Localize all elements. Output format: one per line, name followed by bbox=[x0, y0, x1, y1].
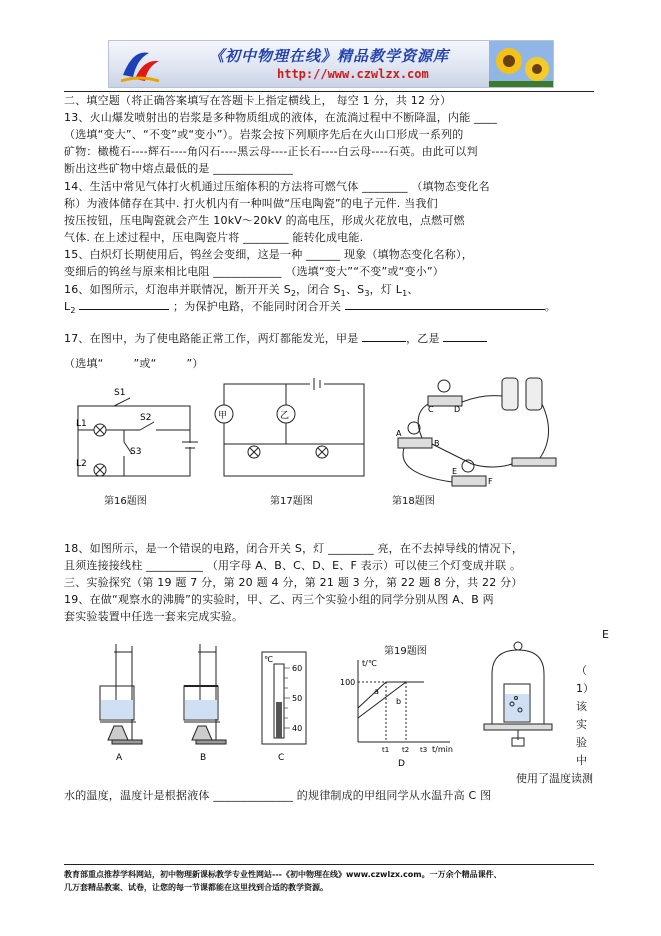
q13-line-3: 矿物：橄榄石----辉石----角闪石----黑云母----正长石----白云母----石英。由此可以判 bbox=[64, 145, 478, 158]
graph-t3-label: t3 bbox=[420, 746, 428, 754]
fig16-caption: 第16题图 bbox=[104, 496, 147, 507]
q16-text-c: 、S bbox=[345, 283, 365, 296]
fig16-l1-label: L1 bbox=[76, 419, 87, 429]
banner-url[interactable]: http://www.czwlzx.com bbox=[277, 67, 429, 81]
side-char-4: 验 bbox=[576, 736, 587, 749]
section-3-heading: 三、实验探究（第 19 题 7 分，第 20 题 4 分，第 21 题 3 分，第 22 题 8 分，共 22 分） bbox=[64, 576, 523, 589]
figure-19-graph bbox=[334, 654, 468, 770]
fig19-caption: 第19题图 bbox=[384, 646, 427, 657]
q16-text-d: ，灯 L bbox=[369, 283, 403, 296]
thermometer-50: 50 bbox=[292, 694, 303, 703]
q16-text-a: 16、如图所示，灯泡串并联情况，断开开关 S bbox=[64, 283, 291, 296]
fig19-c-caption: C bbox=[278, 753, 285, 763]
graph-b-label: b bbox=[396, 697, 402, 706]
footer-line-1: 教育部重点推荐学科网站，初中物理新课标教学专业性网站---《初中物理在线》www.czwlzx.com。一万余个精品课件、 bbox=[64, 870, 502, 879]
graph-y-label: t/℃ bbox=[362, 659, 377, 668]
q13-line-4: 断出这些矿物中熔点最低的是 ______________ bbox=[64, 162, 294, 175]
footer-line-2: 几万套精品教案、试卷，让您的每一节课都能在这里找到合适的教学资源。 bbox=[64, 883, 328, 892]
graph-a-label: a bbox=[374, 687, 379, 696]
q16-text-b: ，闭合 S bbox=[296, 283, 341, 296]
q16-blank-1[interactable] bbox=[79, 298, 169, 310]
figure-18-circuit bbox=[392, 374, 562, 490]
figure-16-circuit bbox=[70, 384, 200, 484]
fig16-s3-label: S3 bbox=[130, 447, 142, 457]
q17-text-e: ”） bbox=[186, 357, 204, 370]
graph-100-label: 100 bbox=[340, 678, 356, 687]
q13-line-2: （选填“变大”、“不变”或“变小”）。岩浆会按下列顺序先后在火山口形成一系列的 bbox=[64, 128, 464, 141]
side-char-5: 中 bbox=[576, 754, 587, 767]
fig17-caption: 第17题图 bbox=[270, 496, 313, 507]
fig17-yi-label: 乙 bbox=[280, 411, 290, 421]
footer-rule bbox=[64, 864, 594, 865]
q17-text-a: 17、在图中，为了使电路能正常工作，两灯都能发光，甲是 bbox=[64, 332, 359, 345]
q16-text-e: 、 bbox=[407, 283, 419, 296]
q17-blank-yi[interactable] bbox=[443, 330, 487, 342]
thermometer-unit: ℃ bbox=[264, 655, 273, 664]
fig18-caption: 第18题图 bbox=[392, 496, 435, 507]
figure-19-apparatus bbox=[92, 640, 242, 764]
side-char-0: （ bbox=[576, 664, 587, 677]
fig18-e-label: E bbox=[452, 467, 458, 476]
footer bbox=[64, 868, 604, 894]
fig19-b-caption: B bbox=[200, 753, 207, 763]
fig19-d-caption: D bbox=[398, 759, 405, 769]
graph-t2-label: t2 bbox=[402, 746, 410, 754]
fig16-l2-label: L2 bbox=[76, 459, 87, 469]
q16-blank-2[interactable] bbox=[345, 298, 545, 310]
q14-line-3: 按压按钮，压电陶瓷就会产生 10kV～20kV 的高电压，形成火花放电，点燃可燃 bbox=[64, 214, 465, 227]
fig18-b-label: B bbox=[434, 439, 440, 448]
q16-text-g: ；为保护电路，不能同时闭合开关 bbox=[173, 300, 342, 313]
thermometer-40: 40 bbox=[292, 724, 303, 733]
sunflower-image bbox=[489, 41, 553, 88]
q16-text-f: L bbox=[64, 300, 71, 313]
side-letter-e: E bbox=[602, 628, 609, 641]
q15-line-1: 15、白炽灯长期使用后，钨丝会变细，这是一种 ______ 现象（填物态变化名称）， bbox=[64, 248, 473, 261]
q17-line-1 bbox=[64, 330, 604, 347]
q16-line-1: 16、如图所示，灯泡串并联情况，断开开关 $S_2$，闭合 $S_1$、$S_3$，灯 $L_1$、 bbox=[64, 283, 419, 299]
q14-line-1: 14、生活中常见气体打火机通过压缩体积的方法将可燃气体 ________ （填物态变化名 bbox=[64, 180, 490, 193]
q15-line-2: 变细后的钨丝与原来相比电阻 ____________ （选填“变大”“不变”或“变小”） bbox=[64, 265, 444, 278]
thermometer-60: 60 bbox=[292, 664, 303, 673]
q17-text-d: ”或“ bbox=[133, 357, 157, 370]
q14-line-2: 称）为液体储存在其中. 打火机内有一种叫做“压电陶瓷”的电子元件. 当我们 bbox=[64, 197, 438, 210]
q19-line-3: 水的温度，温度计是根据液体 ______________ 的规律制成的甲组同学从水温升高 C 图 bbox=[64, 789, 492, 802]
side-char-1: 1） bbox=[576, 682, 594, 695]
side-char-3: 实 bbox=[576, 718, 587, 731]
q14-line-4: 气体. 在上述过程中，压电陶瓷片将 ________ 能转化成电能. bbox=[64, 231, 364, 244]
fig17-jia-label: 甲 bbox=[218, 411, 228, 421]
fig16-s2-label: S2 bbox=[140, 413, 152, 423]
q18-line-1: 18、如图所示，是一个错误的电路，闭合开关 S，灯 ________ 亮，在不去掉导线的情况下， bbox=[64, 542, 524, 555]
side-line: 使用了温度读测 bbox=[516, 772, 593, 785]
fig18-f-label: F bbox=[488, 477, 493, 486]
q19-line-1: 19、在做“观察水的沸腾”的实验时，甲、乙、丙三个实验小组的同学分别从图 A、B 两 bbox=[64, 593, 494, 606]
fig18-a-label: A bbox=[396, 429, 402, 438]
fig18-c-label: C bbox=[428, 405, 434, 414]
q17-text-c: （选填“ bbox=[64, 357, 104, 370]
banner-title: 《初中物理在线》精品教学资源库 bbox=[209, 47, 450, 65]
side-char-2: 该 bbox=[576, 700, 587, 713]
q17-blank-jia[interactable] bbox=[362, 330, 406, 342]
fig19-a-caption: A bbox=[116, 753, 123, 763]
figure-17-circuit bbox=[210, 376, 370, 482]
figure-19-thermometer bbox=[254, 648, 324, 768]
site-logo-icon bbox=[119, 45, 161, 85]
section-2-heading: 二、填空题（将正确答案填写在答题卡上指定横线上， 每空 1 分，共 12 分） bbox=[64, 94, 452, 107]
header-banner bbox=[108, 40, 554, 88]
q17-line-2 bbox=[64, 355, 604, 372]
q13-line-1 bbox=[64, 109, 604, 126]
q18-line-2: 且须连接接线柱 __________ （用字母 A、B、C、D、E、F 表示）可以使三个灯变成并联 。 bbox=[64, 559, 522, 572]
q17-text-b: ，乙是 bbox=[406, 332, 440, 345]
q16-text-h: 。 bbox=[544, 300, 556, 313]
fig16-s1-label: S1 bbox=[114, 388, 126, 398]
q19-line-2: 套实验装置中任选一套来完成实验。 bbox=[64, 610, 244, 623]
figure-19-bell-jar bbox=[478, 640, 558, 750]
graph-x-label: t/min bbox=[432, 745, 453, 754]
fig18-d-label: D bbox=[454, 405, 461, 414]
graph-t1-label: t1 bbox=[382, 746, 390, 754]
q16-line-2: $L_2$ ；为保护电路，不能同时闭合开关 。 bbox=[64, 300, 556, 316]
q13-text: 13、火山爆发喷射出的岩浆是多种物质组成的液体，在流淌过程中不断降温，内能 ____ bbox=[64, 111, 497, 124]
